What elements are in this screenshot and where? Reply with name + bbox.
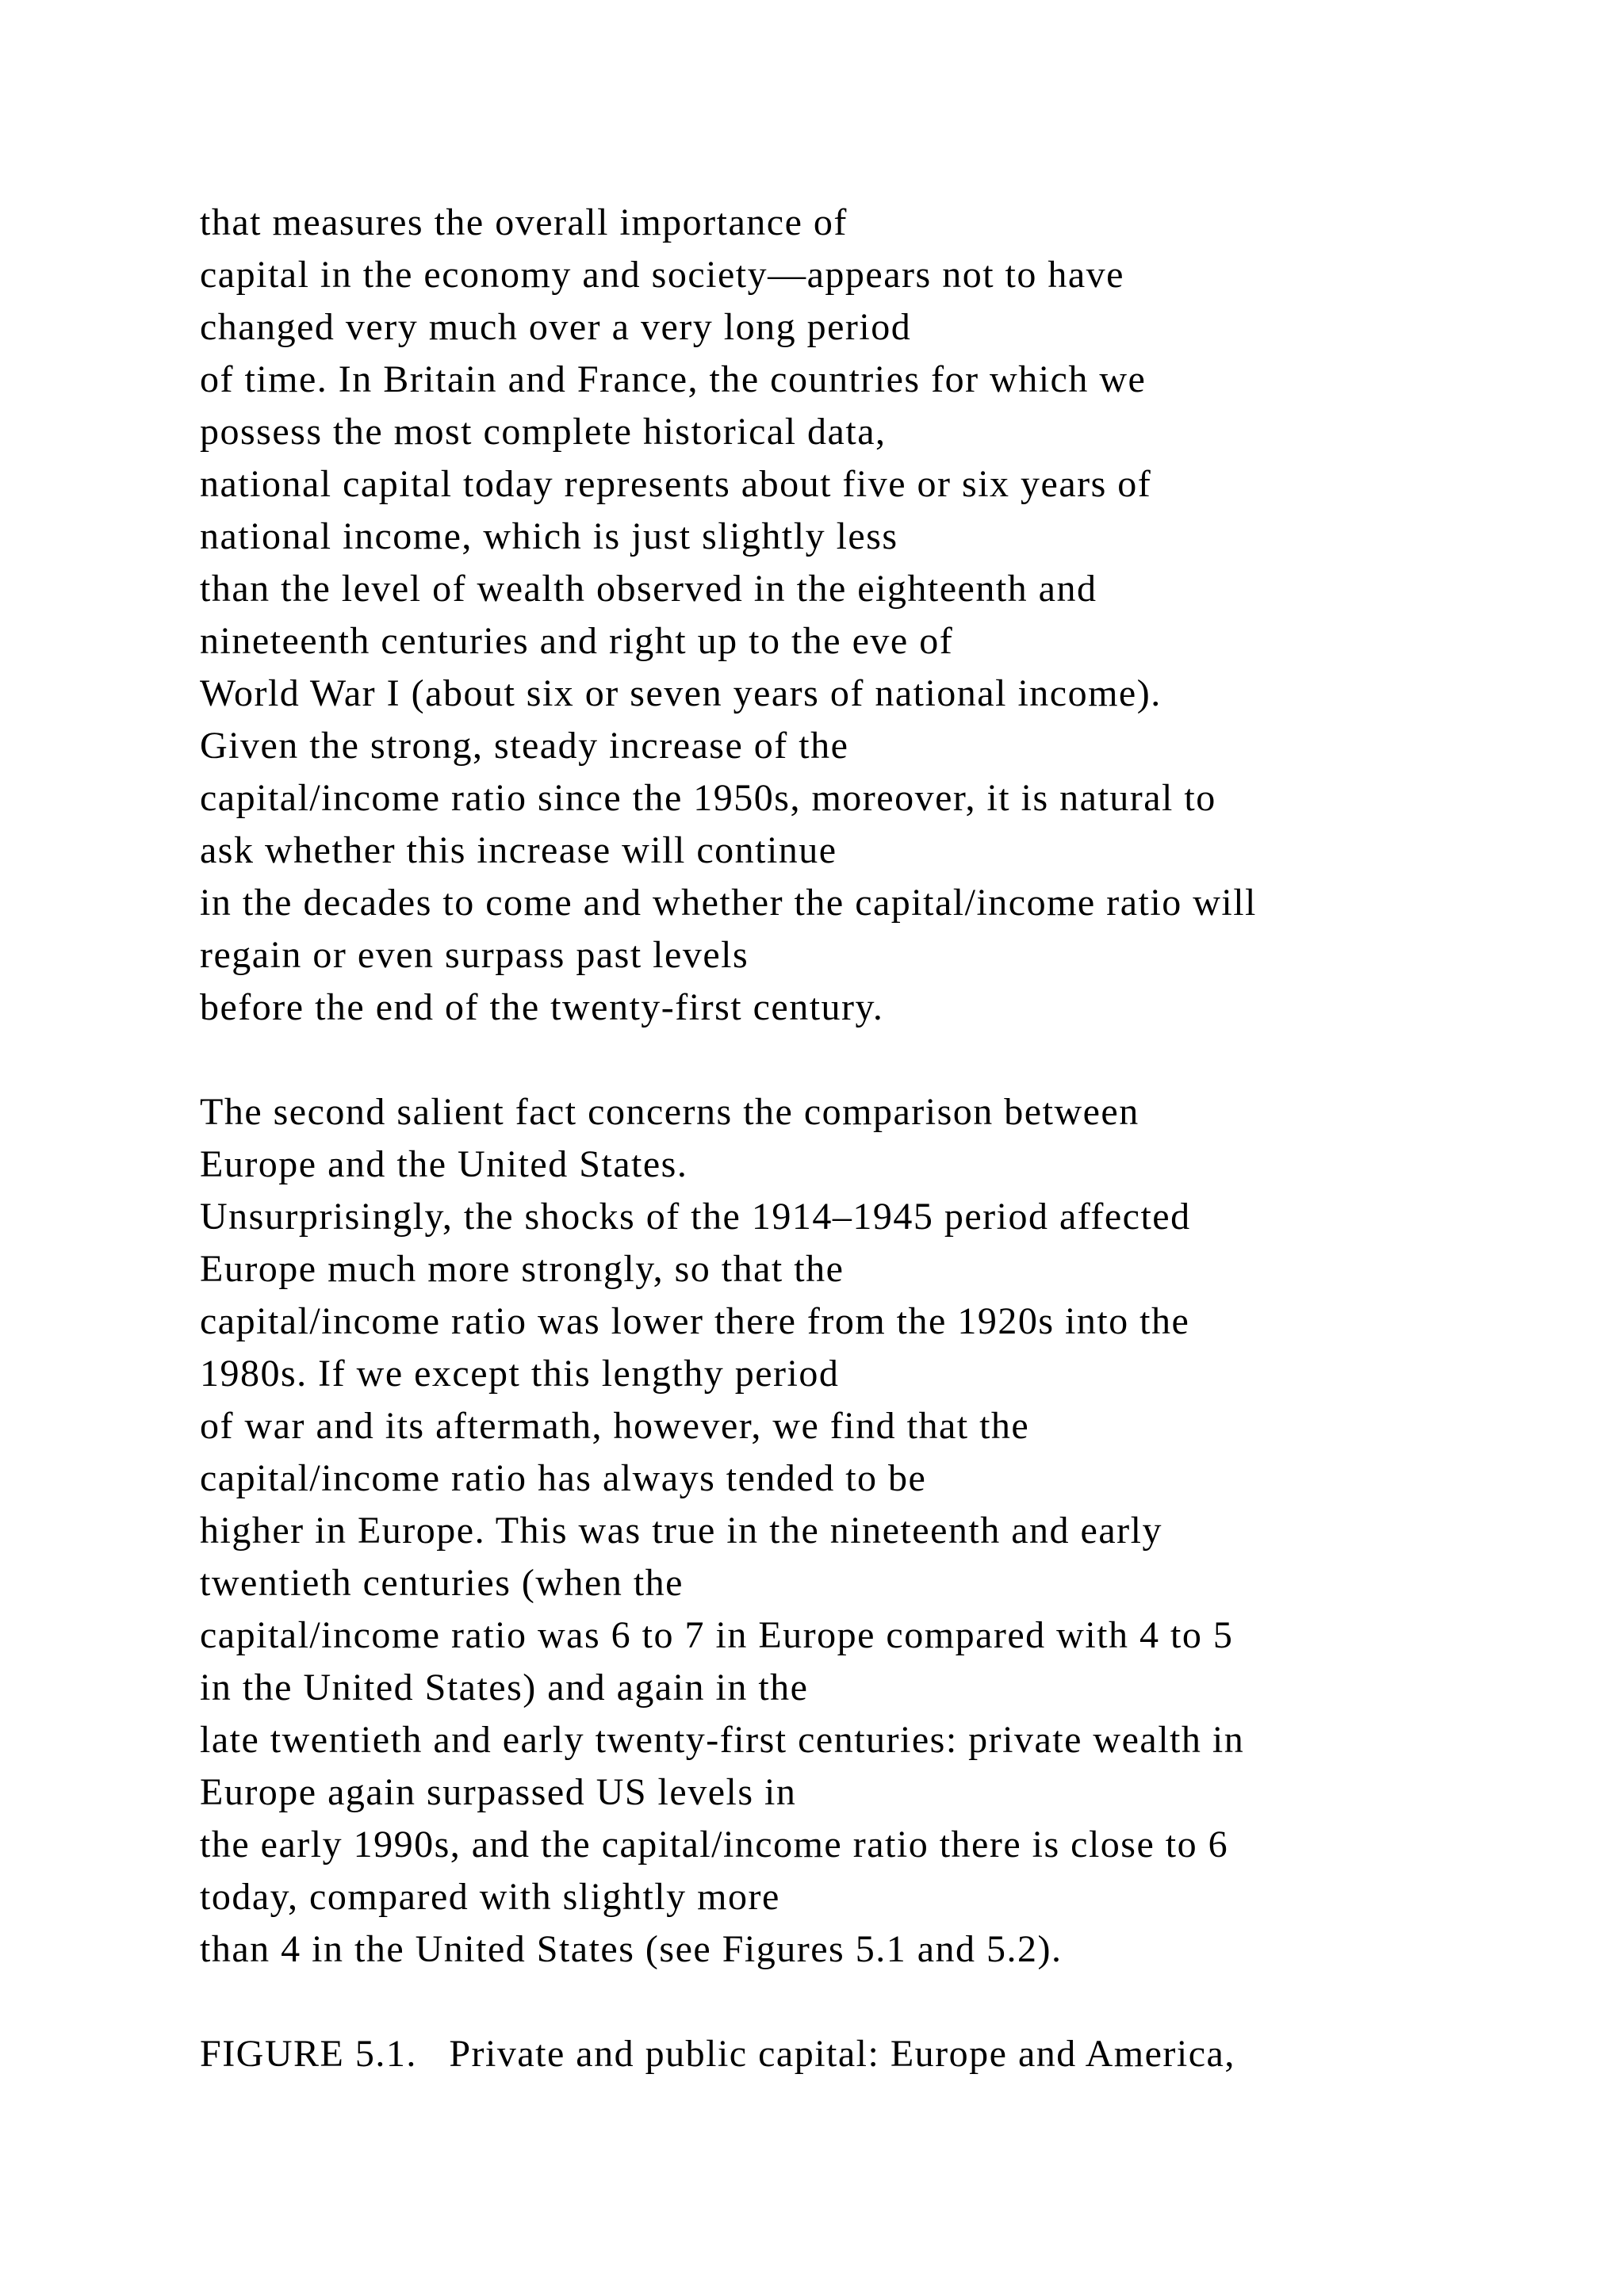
paragraph-2-line: Europe again surpassed US levels in bbox=[200, 1771, 797, 1813]
paragraph-1-line: than the level of wealth observed in the eighteenth and bbox=[200, 568, 1097, 610]
paragraph-1-line: regain or even surpass past levels bbox=[200, 934, 749, 976]
paragraph-2-line: today, compared with slightly more bbox=[200, 1876, 780, 1918]
paragraph-2-line: in the United States) and again in the bbox=[200, 1667, 809, 1709]
paragraph-1-line: that measures the overall importance of bbox=[200, 201, 848, 243]
paragraph-2-line: capital/income ratio was lower there from the 1920s into the bbox=[200, 1300, 1190, 1342]
paragraph-1-line: Given the strong, steady increase of the bbox=[200, 725, 849, 767]
paragraph-1-line: capital in the economy and society—appears not to have bbox=[200, 254, 1124, 296]
paragraph-1-line: national capital today represents about five or six years of bbox=[200, 463, 1152, 505]
paragraph-2-line: Europe much more strongly, so that the bbox=[200, 1248, 845, 1290]
paragraph-1-line: ask whether this increase will continue bbox=[200, 829, 837, 871]
paragraph-1-line: capital/income ratio since the 1950s, moreover, it is natural to bbox=[200, 777, 1216, 819]
paragraph-1-line: national income, which is just slightly less bbox=[200, 515, 898, 557]
paragraph-1-line: before the end of the twenty-first century. bbox=[200, 986, 884, 1028]
paragraph-2-line: higher in Europe. This was true in the nineteenth and early bbox=[200, 1510, 1162, 1552]
paragraph-1-line: nineteenth centuries and right up to the eve of bbox=[200, 620, 954, 662]
paragraph-1-line: changed very much over a very long period bbox=[200, 306, 912, 348]
paragraph-2-line: twentieth centuries (when the bbox=[200, 1562, 684, 1604]
paragraph-1-line: in the decades to come and whether the capital/income ratio will bbox=[200, 882, 1257, 924]
paragraph-1-line: of time. In Britain and France, the countries for which we bbox=[200, 358, 1147, 400]
paragraph-1-line: possess the most complete historical data, bbox=[200, 411, 887, 453]
paragraph-2-line: capital/income ratio was 6 to 7 in Europe compared with 4 to 5 bbox=[200, 1614, 1234, 1656]
paragraph-1-line: World War I (about six or seven years of national income). bbox=[200, 672, 1162, 714]
paragraph-2-line: The second salient fact concerns the comparison between bbox=[200, 1091, 1139, 1133]
figure-caption: FIGURE 5.1. Private and public capital: Europe and America, bbox=[200, 2033, 1235, 2075]
paragraph-2-line: the early 1990s, and the capital/income ratio there is close to 6 bbox=[200, 1823, 1229, 1866]
paragraph-2-line: 1980s. If we except this lengthy period bbox=[200, 1353, 840, 1395]
paragraph-2-line: Unsurprisingly, the shocks of the 1914–1945 period affected bbox=[200, 1196, 1191, 1238]
paragraph-2-line: capital/income ratio has always tended to be bbox=[200, 1457, 927, 1499]
paragraph-2-line: of war and its aftermath, however, we find that the bbox=[200, 1405, 1030, 1447]
paragraph-2-line: Europe and the United States. bbox=[200, 1143, 688, 1185]
paragraph-2-line: than 4 in the United States (see Figures 5.1 and 5.2). bbox=[200, 1928, 1063, 1970]
paragraph-2-line: late twentieth and early twenty-first centuries: private wealth in bbox=[200, 1719, 1245, 1761]
